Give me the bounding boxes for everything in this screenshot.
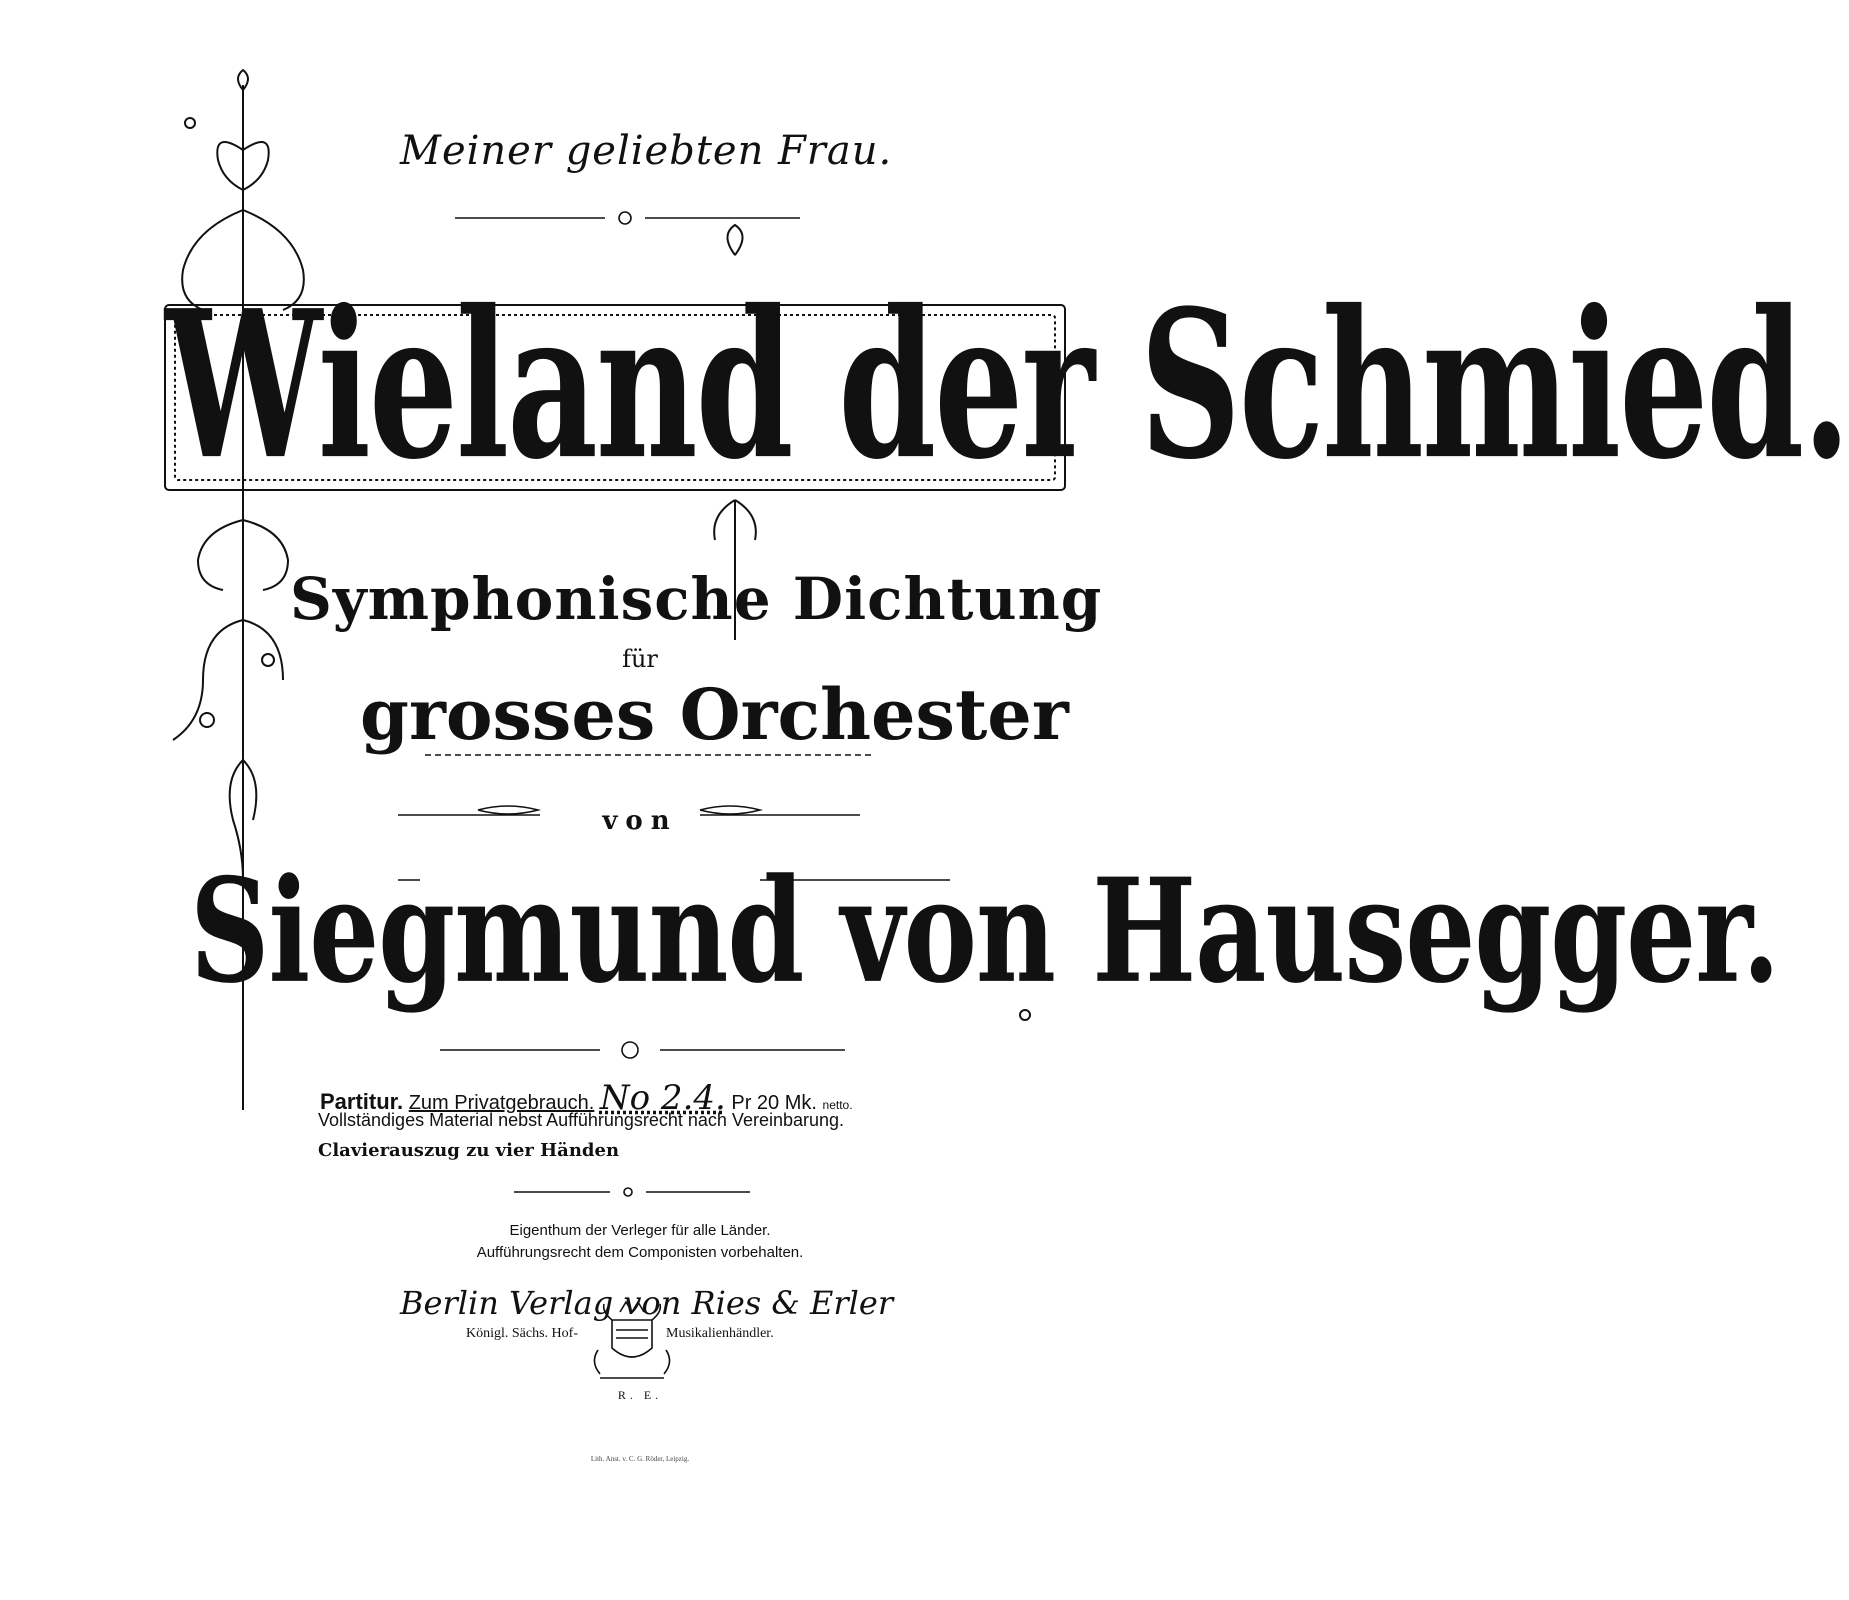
rights-line-2: Aufführungsrecht dem Componisten vorbehalten. xyxy=(476,1244,804,1261)
orchestra-line: grosses Orchester xyxy=(360,673,1069,756)
netto-label: netto. xyxy=(822,1098,853,1112)
price: Pr 20 Mk. xyxy=(731,1092,817,1114)
material-line: Vollständiges Material nebst Aufführungsrecht nach Vereinbarung. xyxy=(318,1110,845,1130)
main-title: Wieland der Schmied. xyxy=(165,267,1849,506)
dedication: Meiner geliebten Frau. xyxy=(400,128,893,174)
partitur-label: Partitur. xyxy=(320,1089,404,1114)
private-use-label: Zum Privatgebrauch. xyxy=(408,1092,595,1114)
royal-title-left: Königl. Sächs. Hof- xyxy=(466,1326,578,1341)
von-label: von xyxy=(602,806,678,836)
printer-credit: Lith. Anst. v. C. G. Röder, Leipzig. xyxy=(590,1455,690,1463)
subtitle: Symphonische Dichtung xyxy=(290,565,1103,633)
clavier-line: Clavierauszug zu vier Händen xyxy=(318,1140,620,1161)
publisher-monogram: R. E. xyxy=(617,1388,663,1402)
royal-title-right: Musikalienhändler. xyxy=(666,1326,774,1341)
composer-name: Siegmund von Hausegger. xyxy=(190,847,1780,1015)
fuer-label: für xyxy=(622,645,658,673)
publisher: Berlin Verlag von Ries & Erler xyxy=(400,1284,894,1322)
rights-line-1: Eigenthum der Verleger für alle Länder. xyxy=(509,1222,771,1239)
copy-number: No 2.4. xyxy=(599,1078,726,1118)
